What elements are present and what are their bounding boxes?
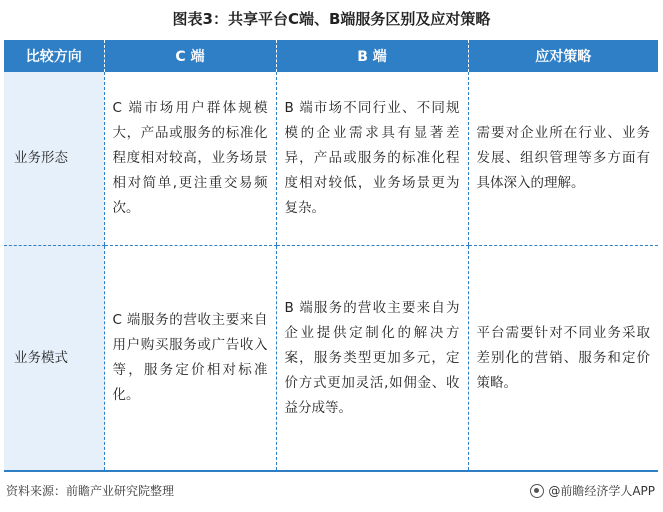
cell-b-side: B 端市场不同行业、不同规模的企业需求具有显著差异，产品或服务的标准化程度相对较低，业务场景更为复杂。 bbox=[276, 72, 468, 246]
qianzhan-logo-icon bbox=[530, 484, 544, 498]
header-b-side: B 端 bbox=[276, 40, 468, 72]
brand-credit bbox=[530, 482, 655, 499]
brand-text: @前瞻经济学人APP bbox=[548, 484, 655, 498]
cell-c-side: C 端市场用户群体规模大，产品或服务的标准化程度相对较高，业务场景相对简单,更注重交易频次。 bbox=[104, 72, 276, 246]
table-row bbox=[4, 246, 658, 471]
comparison-table bbox=[4, 40, 658, 472]
figure-title: 图表3：共享平台C端、B端服务区别及应对策略 bbox=[172, 10, 491, 28]
cell-c-side: C 端服务的营收主要来自用户购买服务或广告收入等，服务定价相对标准化。 bbox=[104, 246, 276, 471]
cell-strategy: 平台需要针对不同业务采取差别化的营销、服务和定价策略。 bbox=[468, 246, 658, 471]
cell-strategy: 需要对企业所在行业、业务发展、组织管理等多方面有具体深入的理解。 bbox=[468, 72, 658, 246]
source-note: 资料来源：前瞻产业研究院整理 bbox=[6, 484, 175, 498]
row-label-business-form: 业务形态 bbox=[4, 72, 104, 246]
header-strategy: 应对策略 bbox=[468, 40, 658, 72]
header-direction: 比较方向 bbox=[4, 40, 104, 72]
header-c-side: C 端 bbox=[104, 40, 276, 72]
table-row bbox=[4, 72, 658, 246]
cell-b-side: B 端服务的营收主要来自为企业提供定制化的解决方案，服务类型更加多元，定价方式更加灵活,如佣金、收益分成等。 bbox=[276, 246, 468, 471]
table-header-row bbox=[4, 40, 658, 72]
row-label-business-model: 业务模式 bbox=[4, 246, 104, 471]
